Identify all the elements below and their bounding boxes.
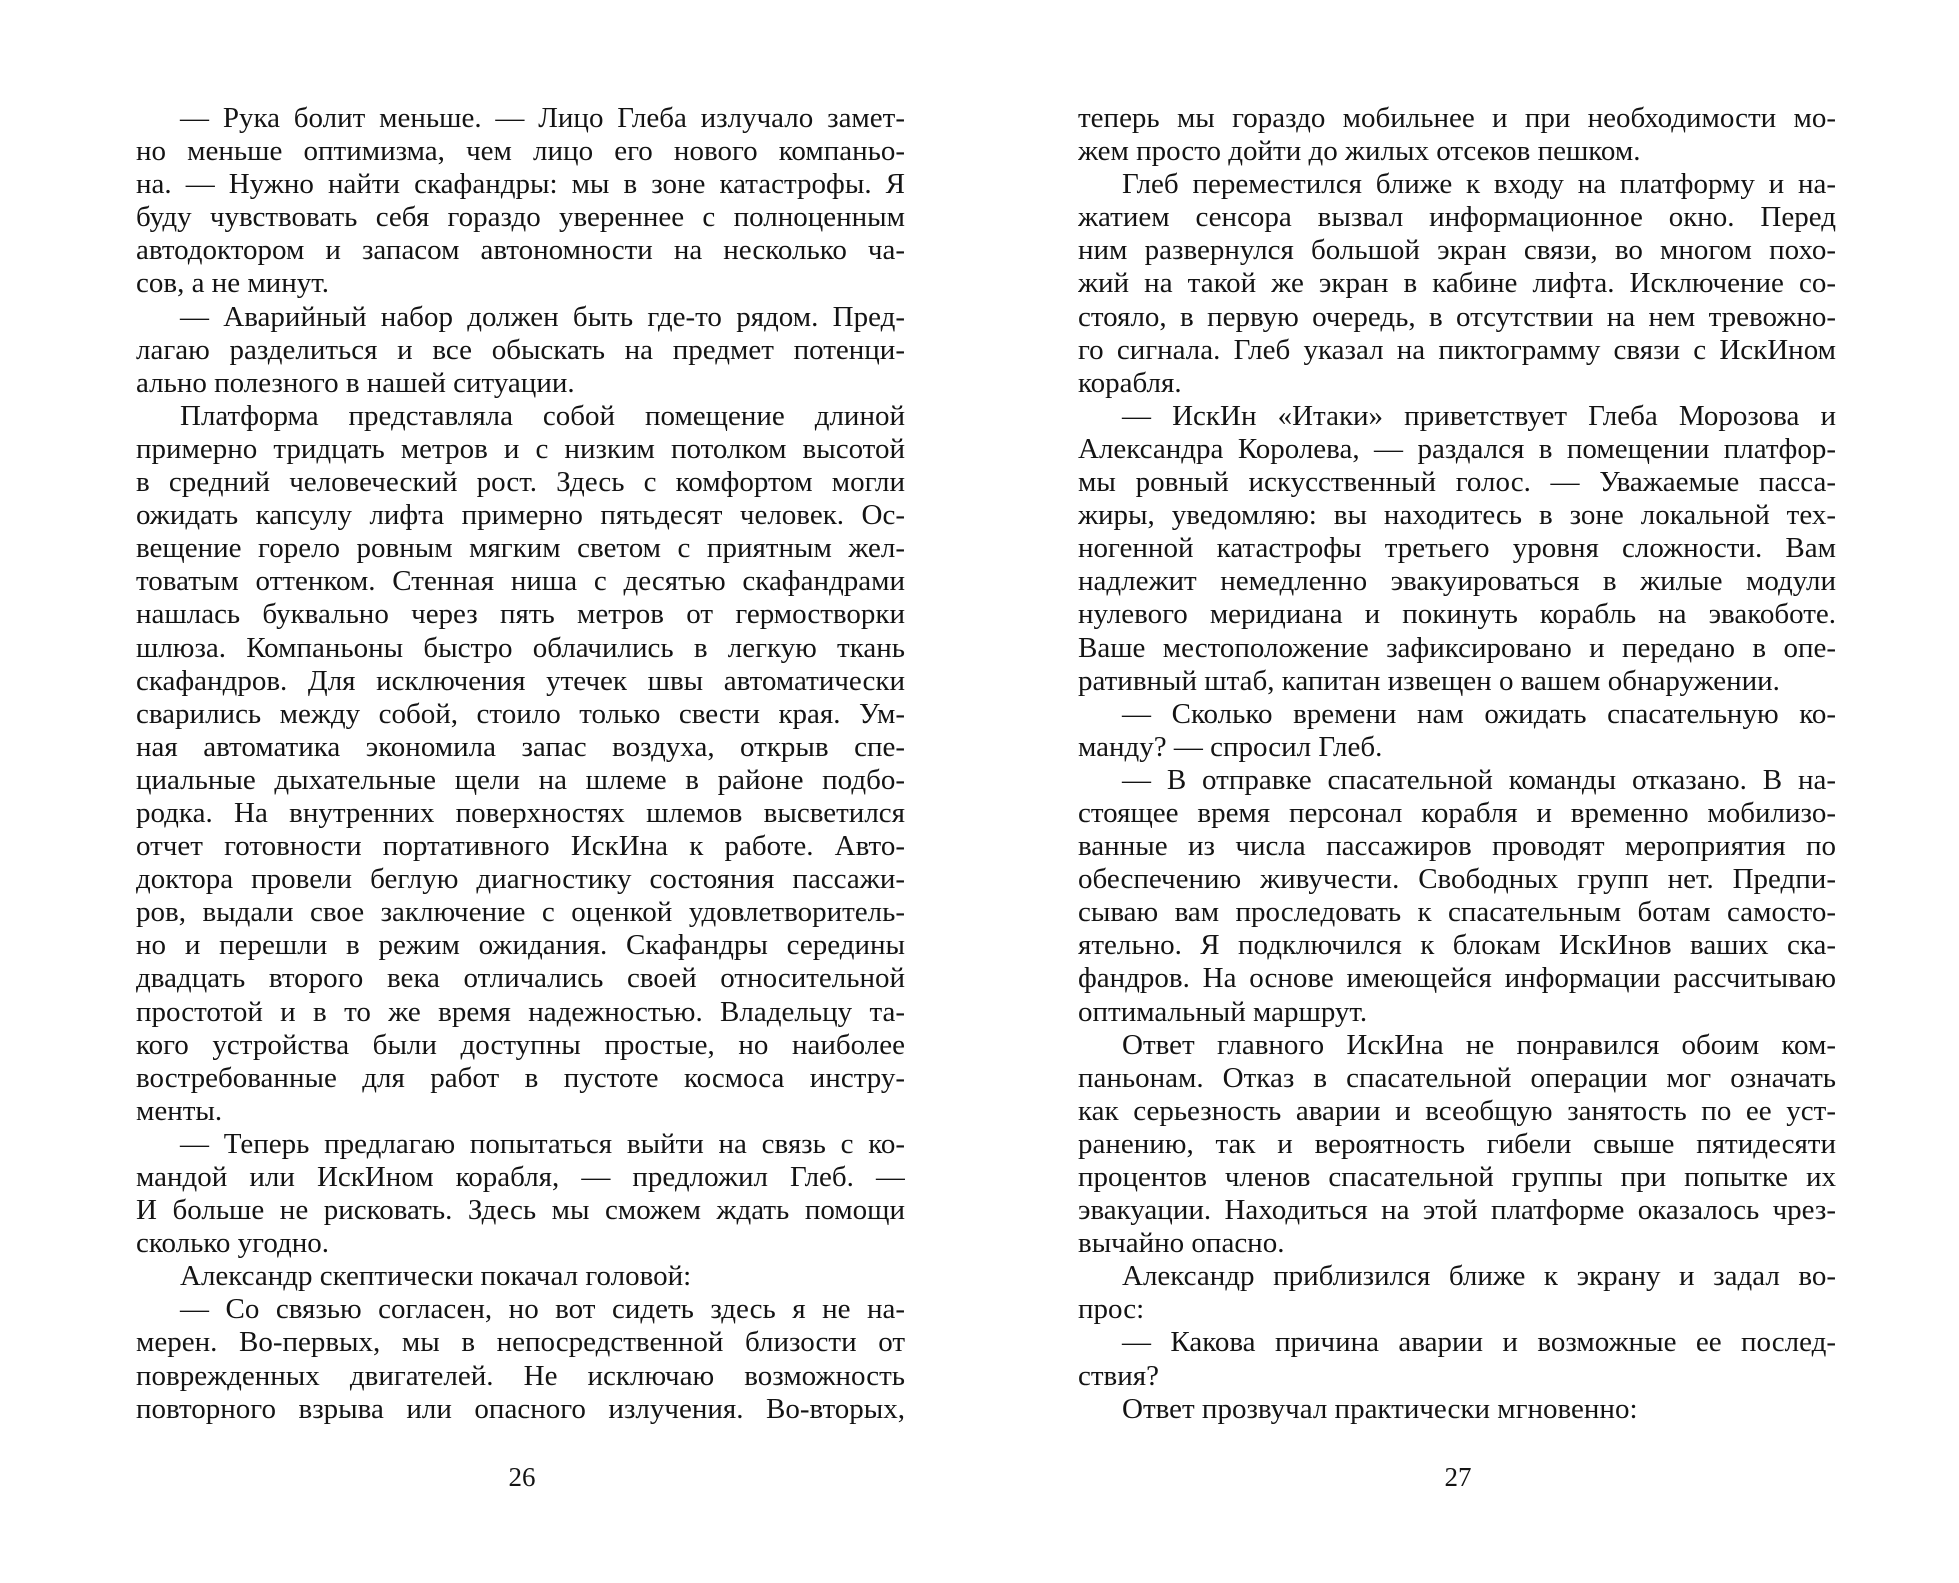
text-line: Ответ прозвучал практически мгновенно:	[1122, 1392, 1638, 1425]
text-line: ожидать капсулу лифта примерно пятьдесят человек. Ос-	[136, 499, 905, 532]
text-line: — Аварийный набор должен быть где-то рядом. Пред-	[180, 300, 905, 333]
text-line: ятельно. Я подключился к блокам ИскИнов ваших ска-	[1078, 929, 1836, 962]
text-line: простотой и в то же время надежностью. Владельцу та-	[136, 995, 905, 1028]
text-line: буду чувствовать себя гораздо увереннее с полноценным	[136, 201, 905, 234]
text-line: фандров. На основе имеющейся информации рассчитываю	[1078, 962, 1836, 995]
text-line: скафандров. Для исключения утечек швы автоматически	[136, 664, 905, 697]
text-line: ально полезного в нашей ситуации.	[136, 366, 575, 399]
text-line: манду? — спросил Глеб.	[1078, 730, 1383, 763]
text-line: — Теперь предлагаю попытаться выйти на связь с ко-	[180, 1127, 905, 1160]
paragraph	[1078, 168, 1836, 400]
page-number: 26	[508, 1462, 536, 1492]
text-line: мерен. Во-первых, мы в непосредственной близости от	[136, 1326, 905, 1359]
text-line: кого устройства были доступны простые, но наиболее	[136, 1028, 905, 1061]
text-line: Александр скептически покачал головой:	[180, 1260, 692, 1293]
text-line: двадцать второго века отличались своей относительной	[136, 962, 905, 995]
text-line: ративный штаб, капитан извещен о вашем обнаружении.	[1078, 664, 1780, 697]
text-line: жатием сенсора вызвал информационное окно. Перед	[1078, 201, 1836, 234]
text-line: сколько угодно.	[136, 1227, 330, 1260]
text-line: — Какова причина аварии и возможные ее послед-	[1122, 1326, 1836, 1359]
text-line: Ответ главного ИскИна не понравился обоим ком-	[1122, 1028, 1836, 1061]
text-line: сварились между собой, стоило только свести края. Ум-	[136, 697, 905, 730]
text-line: жем просто дойти до жилых отсеков пешком.	[1078, 135, 1641, 168]
text-line: процентов членов спасательной группы при попытке их	[1078, 1161, 1836, 1193]
text-line: обеспечению живучести. Свободных групп нет. Предпи-	[1078, 863, 1836, 896]
text-line: в средний человеческий рост. Здесь с комфортом могли	[136, 466, 905, 499]
page-number: 27	[1444, 1462, 1472, 1492]
text-line: сываю вам проследовать к спасательным ботам самосто-	[1078, 896, 1836, 929]
paragraph	[1078, 102, 1836, 168]
text-line: теперь мы гораздо мобильнее и при необходимости мо-	[1078, 102, 1836, 134]
text-line: ногенной катастрофы третьего уровня сложности. Вам	[1078, 532, 1836, 565]
text-line: родка. На внутренних поверхностях шлемов высветился	[136, 796, 905, 829]
text-line: сов, а не минут.	[136, 267, 329, 300]
text-line: — Со связью согласен, но вот сидеть здесь я не на-	[180, 1293, 905, 1326]
text-line: востребованные для работ в пустоте космоса инстру-	[136, 1061, 905, 1094]
text-line: Глеб переместился ближе к входу на платформу и на-	[1122, 168, 1836, 201]
right-page-text	[1078, 102, 1836, 1426]
text-line: Александра Королева, — раздался в помещении платфор-	[1078, 432, 1836, 465]
text-line: оптимальный маршрут.	[1078, 995, 1368, 1028]
paragraph	[136, 301, 905, 400]
text-line: эвакуации. Находиться на этой платформе оказалось чрез-	[1078, 1194, 1836, 1227]
text-line: паньонам. Отказ в спасательной операции мог означать	[1078, 1061, 1836, 1094]
text-line: корабля.	[1078, 366, 1182, 399]
text-line: го сигнала. Глеб указал на пиктограмму связи с ИскИном	[1078, 333, 1836, 366]
text-line: — ИскИн «Итаки» приветствует Глеба Морозова и	[1122, 399, 1836, 432]
text-line: ствия?	[1078, 1359, 1159, 1392]
text-line: стояло, в первую очередь, в отсутствии на нем тревожно-	[1078, 300, 1836, 333]
text-line: менты.	[136, 1094, 223, 1127]
text-line: жиры, уведомляю: вы находитесь в зоне локальной тех-	[1078, 499, 1836, 532]
paragraph	[1078, 1326, 1836, 1392]
text-line: ров, выдали свое заключение с оценкой удовлетворитель-	[136, 896, 905, 929]
text-line: автодоктором и запасом автономности на несколько ча-	[136, 234, 905, 267]
text-line: — Сколько времени нам ожидать спасательную ко-	[1122, 697, 1836, 730]
text-line: ванные из числа пассажиров проводят мероприятия по	[1078, 830, 1836, 863]
text-line: мы ровный искусственный голос. — Уважаемые пасса-	[1078, 466, 1836, 499]
paragraph	[1078, 764, 1836, 1029]
text-line: вычайно опасно.	[1078, 1227, 1285, 1260]
paragraph	[136, 1260, 905, 1293]
text-line: надлежит немедленно эвакуироваться в жилые модули	[1078, 565, 1836, 598]
text-line: но и перешли в режим ожидания. Скафандры середины	[136, 929, 905, 962]
text-line: жий на такой же экран в кабине лифта. Исключение со-	[1078, 267, 1836, 300]
text-line: отчет готовности портативного ИскИна к работе. Авто-	[136, 830, 905, 863]
text-line: повторного взрыва или опасного излучения. Во-вторых,	[136, 1392, 905, 1425]
text-line: — В отправке спасательной команды отказано. В на-	[1122, 763, 1836, 796]
text-line: Платформа представляла собой помещение длиной	[180, 399, 905, 432]
paragraph	[1078, 400, 1836, 698]
paragraph	[136, 1293, 905, 1425]
text-line: Ваше местоположение зафиксировано и передано в опе-	[1078, 631, 1836, 664]
text-line: ним развернулся большой экран связи, во многом похо-	[1078, 234, 1836, 267]
text-line: как серьезность аварии и всеобщую занятость по ее уст-	[1078, 1094, 1836, 1127]
text-line: на. — Нужно найти скафандры: мы в зоне катастрофы. Я	[136, 168, 905, 201]
text-line: но меньше оптимизма, чем лицо его нового компаньо-	[136, 135, 905, 168]
paragraph	[1078, 1029, 1836, 1261]
text-line: поврежденных двигателей. Не исключаю возможность	[136, 1359, 905, 1392]
left-page-text	[136, 102, 905, 1426]
paragraph	[136, 400, 905, 1128]
text-line: циальные дыхательные щели на шлеме в районе подбо-	[136, 763, 905, 796]
text-line: прос:	[1078, 1293, 1145, 1326]
text-line: И больше не рисковать. Здесь мы сможем ждать помощи	[136, 1194, 905, 1227]
text-line: ранению, так и вероятность гибели свыше пятидесяти	[1078, 1127, 1836, 1160]
text-line: шлюза. Компаньоны быстро облачились в легкую ткань	[136, 631, 905, 664]
text-line: доктора провели беглую диагностику состояния пассажи-	[136, 863, 905, 896]
text-line: вещение горело ровным мягким светом с приятным жел-	[136, 532, 905, 565]
text-line: нашлась буквально через пять метров от гермостворки	[136, 598, 905, 631]
text-line: стоящее время персонал корабля и временно мобилизо-	[1078, 796, 1836, 829]
text-line: лагаю разделиться и все обыскать на предмет потенци-	[136, 333, 905, 366]
paragraph	[136, 102, 905, 301]
text-line: Александр приблизился ближе к экрану и задал во-	[1122, 1260, 1836, 1293]
paragraph	[1078, 1393, 1836, 1426]
paragraph	[1078, 698, 1836, 764]
text-line: примерно тридцать метров и с низким потолком высотой	[136, 432, 905, 465]
text-line: ная автоматика экономила запас воздуха, открыв спе-	[136, 730, 905, 763]
text-line: нулевого меридиана и покинуть корабль на эвакоботе.	[1078, 598, 1836, 631]
text-line: товатым оттенком. Стенная ниша с десятью скафандрами	[136, 565, 905, 598]
paragraph	[136, 1128, 905, 1260]
text-line: — Рука болит меньше. — Лицо Глеба излучало замет-	[180, 102, 905, 134]
paragraph	[1078, 1260, 1836, 1326]
text-line: мандой или ИскИном корабля, — предложил Глеб. —	[136, 1161, 905, 1193]
